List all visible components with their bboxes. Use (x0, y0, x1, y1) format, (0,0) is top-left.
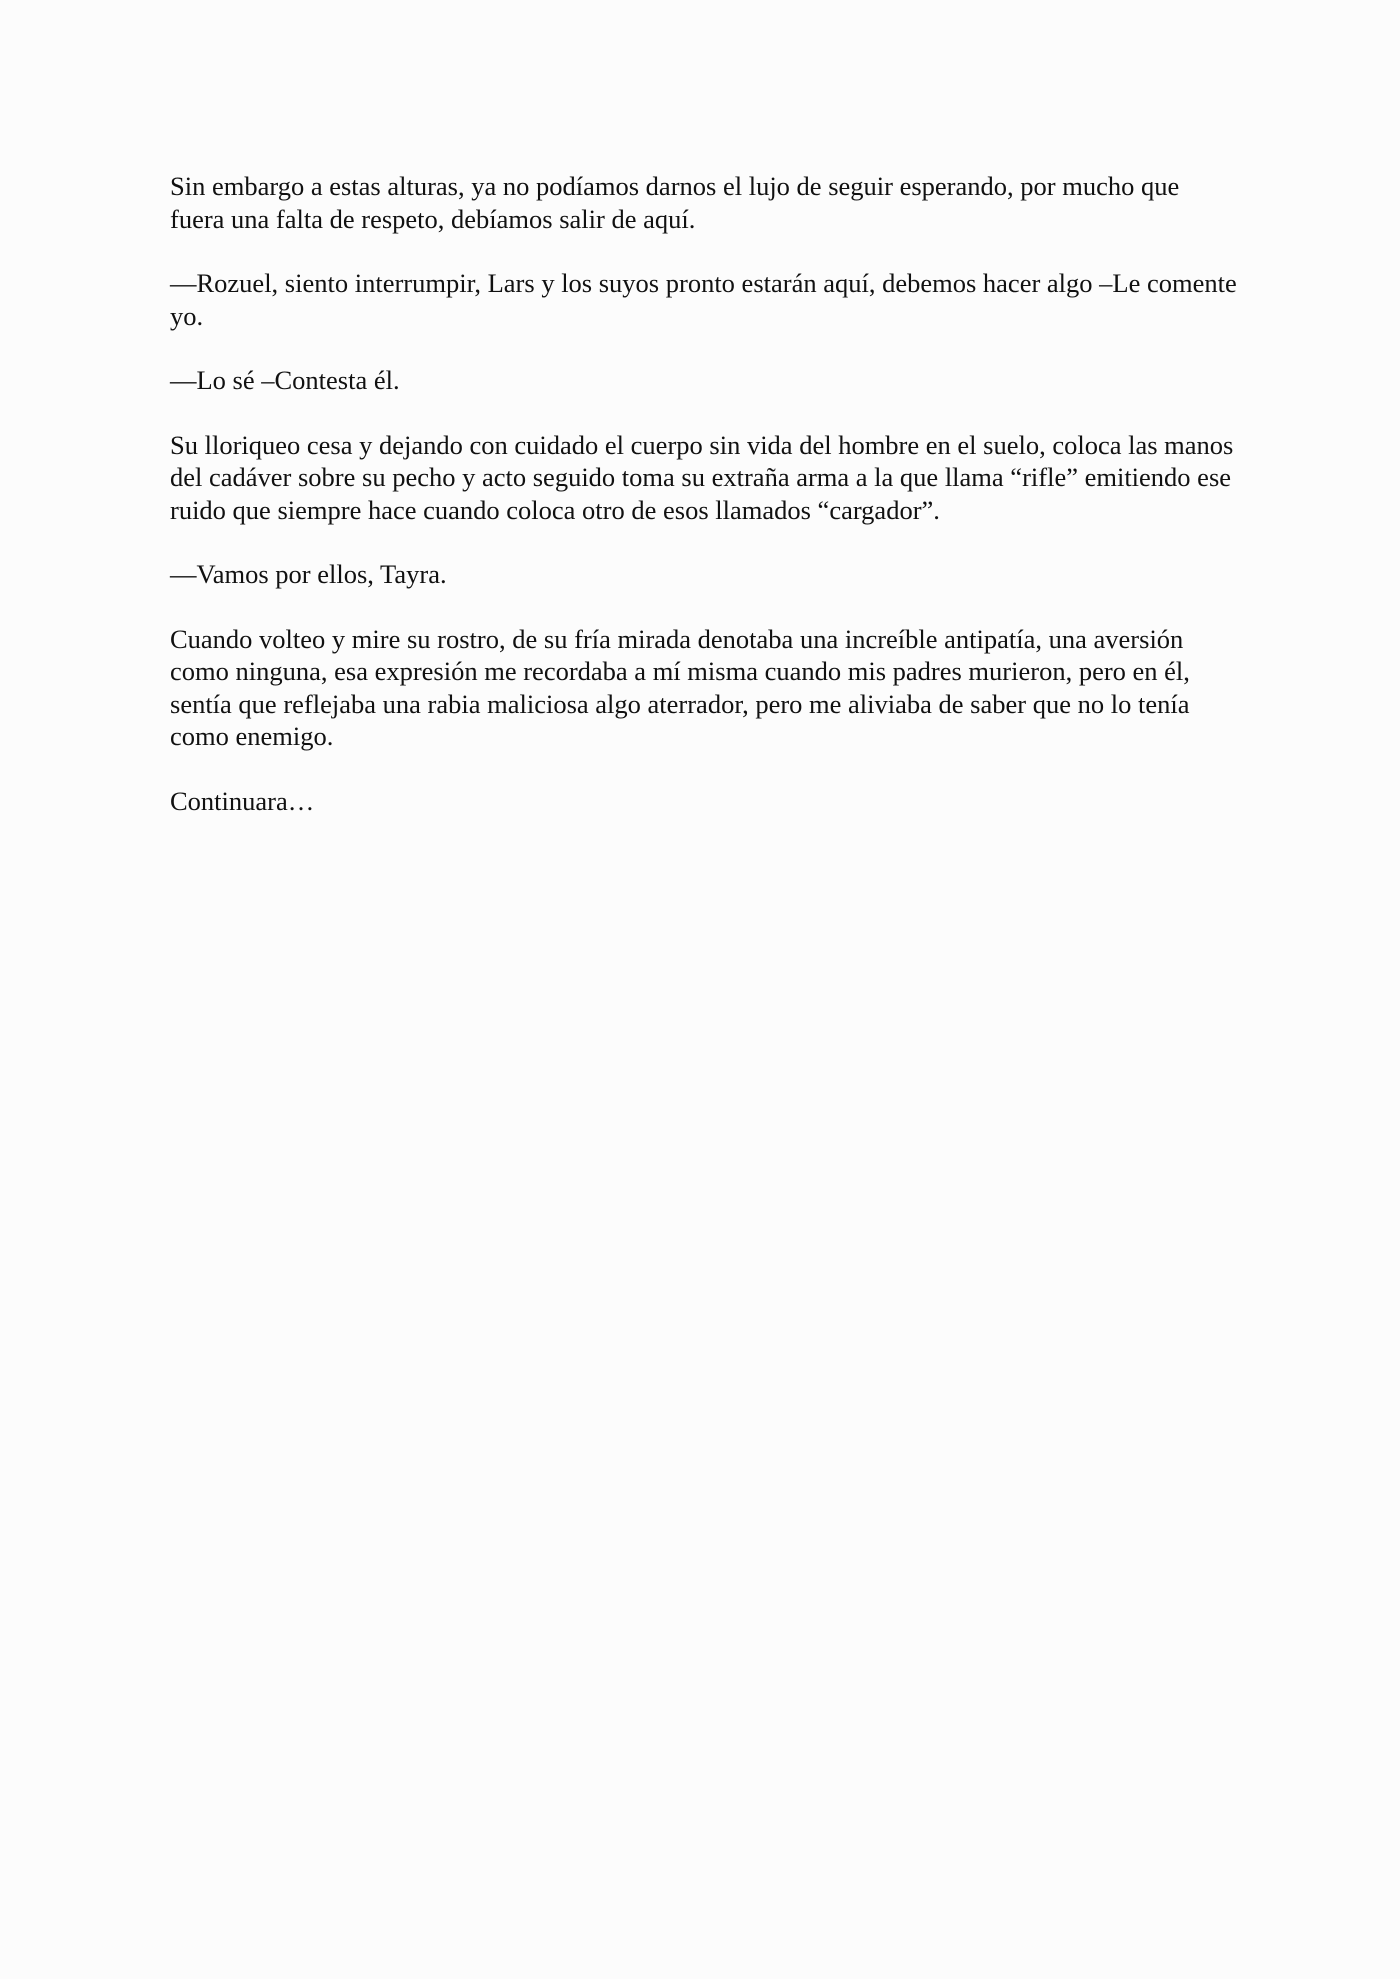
paragraph: Sin embargo a estas alturas, ya no podíamos darnos el lujo de seguir esperando, por mucho que fuera una falta de respeto, debíamos salir de aquí. (170, 171, 1180, 234)
dialogue-paragraph: —Lo sé –Contesta él. (170, 365, 400, 395)
dialogue-paragraph: —Rozuel, siento interrumpir, Lars y los suyos pronto estarán aquí, debemos hacer algo –Le comente yo. (170, 268, 1237, 331)
paragraph: Cuando volteo y mire su rostro, de su fría mirada denotaba una increíble antipatía, una aversión como ninguna, esa expresión me recordaba a mí misma cuando mis padres murieron, pero en él, sentía que reflejaba una rabia maliciosa algo aterrador, pero me aliviaba de saber que no lo tenía como enemigo. (170, 623, 1190, 751)
continuation-note: Continuara… (170, 785, 315, 816)
dialogue-paragraph: —Vamos por ellos, Tayra. (170, 559, 447, 589)
document-body (170, 170, 1240, 849)
paragraph: Su lloriqueo cesa y dejando con cuidado el cuerpo sin vida del hombre en el suelo, coloca las manos del cadáver sobre su pecho y acto seguido toma su extraña arma a la que llama “rifle” emitiendo ese ruido que siempre hace cuando coloca otro de esos llamados “cargador”. (170, 429, 1234, 525)
